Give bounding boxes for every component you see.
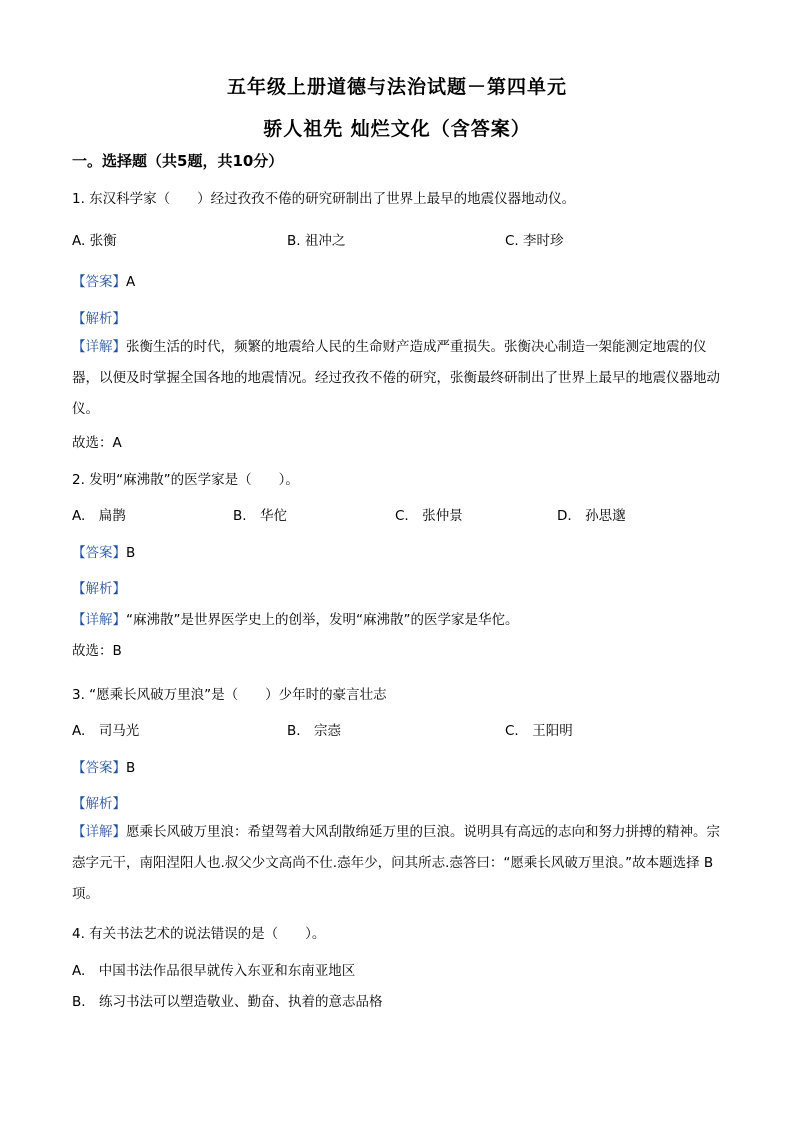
- question-2-stem: 2. 发明“麻沸散”的医学家是（ ）。: [72, 472, 299, 488]
- question-4-option-a: A. 中国书法作品很早就传入东亚和东南亚地区: [72, 963, 356, 979]
- question-1-stem: 1. 东汉科学家（ ）经过孜孜不倦的研究研制出了世界上最早的地震仪器地动仪。: [72, 191, 576, 207]
- question-2-option-a: A. 扁鹊: [72, 508, 126, 524]
- question-3-option-a: A. 司马光: [72, 723, 140, 739]
- question-2-analysis-tag: [72, 577, 126, 597]
- question-2-detail: [72, 608, 518, 628]
- document-subtitle: 骄人祖先 灿烂文化（含答案）: [263, 118, 531, 140]
- question-4-stem: 4. 有关书法艺术的说法错误的是（ ）。: [72, 926, 326, 942]
- detail-tag: 【详解】: [72, 612, 126, 628]
- detail-tag: 【详解】: [72, 824, 126, 840]
- question-3-analysis-tag: [72, 792, 126, 812]
- detail-tag: 【详解】: [72, 339, 126, 355]
- question-1-answer: [72, 270, 135, 290]
- answer-tag: 【答案】: [72, 760, 126, 776]
- answer-value: B: [126, 760, 136, 776]
- question-3-answer: [72, 756, 135, 776]
- question-1-option-c: C. 李时珍: [505, 233, 564, 249]
- analysis-tag: 【解析】: [72, 796, 126, 812]
- question-2-choice: 故选：B: [72, 643, 122, 659]
- question-1-detail: [72, 332, 724, 425]
- question-1-option-a: A. 张衡: [72, 233, 117, 249]
- analysis-tag: 【解析】: [72, 581, 126, 597]
- question-3-detail: [72, 817, 724, 910]
- analysis-tag: 【解析】: [72, 311, 126, 327]
- question-2-answer: [72, 541, 135, 561]
- question-1-option-b: B. 祖冲之: [287, 233, 346, 249]
- question-2-option-b: B. 华佗: [233, 508, 288, 524]
- detail-text: 愿乘长风破万里浪：希望驾着大风刮散绵延万里的巨浪。说明具有高远的志向和努力拼搏的精神。宗悫字元干，南阳涅阳人也.叔父少文高尚不仕.悫年少，问其所志.悫答曰：“愿乘长风破万里浪。”故本题选择 B 项。: [72, 824, 720, 902]
- answer-value: B: [126, 545, 136, 561]
- answer-value: A: [126, 274, 136, 290]
- question-1-analysis-tag: [72, 307, 126, 327]
- section-heading: 一。选择题（共5题，共10分）: [72, 152, 284, 170]
- question-3-option-b: B. 宗悫: [287, 723, 342, 739]
- question-4-option-b: B. 练习书法可以塑造敬业、勤奋、执着的意志品格: [72, 994, 383, 1010]
- answer-tag: 【答案】: [72, 545, 126, 561]
- detail-text: 张衡生活的时代，频繁的地震给人民的生命财产造成严重损失。张衡决心制造一架能测定地震的仪器，以便及时掌握全国各地的地震情况。经过孜孜不倦的研究，张衡最终研制出了世界上最早的地震仪器地动仪。: [72, 339, 720, 417]
- detail-text: “麻沸散”是世界医学史上的创举，发明“麻沸散”的医学家是华佗。: [126, 612, 519, 628]
- question-3-option-c: C. 王阳明: [505, 723, 573, 739]
- question-3-stem: 3. “愿乘长风破万里浪”是（ ）少年时的豪言壮志: [72, 687, 387, 703]
- question-2-option-c: C. 张仲景: [395, 508, 463, 524]
- question-2-option-d: D. 孙思邈: [557, 508, 626, 524]
- document-title: 五年级上册道德与法治试题－第四单元: [226, 76, 567, 98]
- answer-tag: 【答案】: [72, 274, 126, 290]
- question-1-choice: 故选：A: [72, 435, 122, 451]
